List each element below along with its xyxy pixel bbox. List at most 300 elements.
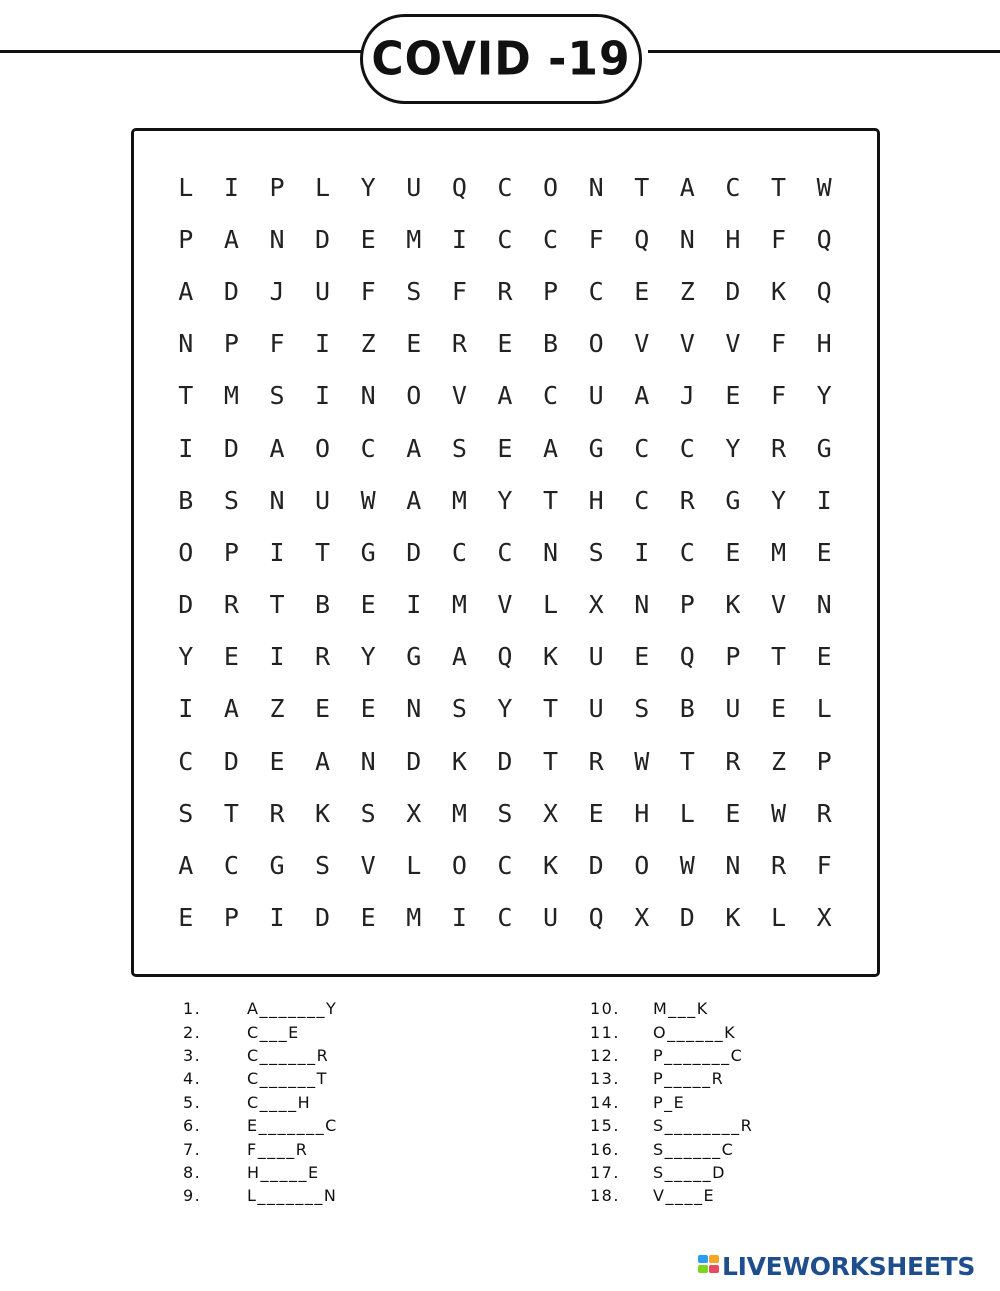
grid-letter[interactable]: T — [223, 798, 239, 828]
grid-letter[interactable]: T — [315, 537, 331, 567]
grid-letter[interactable]: I — [178, 433, 194, 463]
grid-letter[interactable]: K — [451, 746, 467, 776]
grid-letter[interactable]: E — [770, 694, 787, 724]
grid-letter[interactable]: N — [588, 172, 604, 202]
grid-letter[interactable]: K — [725, 903, 741, 933]
grid-letter[interactable]: S — [634, 694, 650, 724]
grid-letter[interactable]: P — [725, 642, 741, 672]
clue-item — [590, 1184, 753, 1207]
grid-letter[interactable]: I — [634, 537, 650, 567]
grid-letter[interactable]: X — [543, 798, 559, 828]
grid-letter[interactable]: Y — [360, 172, 376, 202]
grid-letter[interactable]: E — [725, 537, 741, 567]
grid-letter[interactable]: E — [360, 590, 376, 620]
grid-letter[interactable]: I — [315, 381, 331, 411]
grid-letter[interactable]: F — [451, 276, 467, 306]
grid-letter[interactable]: L — [178, 172, 194, 202]
grid-letter[interactable]: C — [497, 903, 513, 933]
grid-letter[interactable]: E — [725, 381, 741, 411]
grid-letter[interactable]: X — [634, 903, 650, 933]
clue-number: 17. — [590, 1162, 620, 1182]
clue-item — [183, 1114, 338, 1137]
grid-letter[interactable]: Q — [679, 642, 695, 672]
grid-letter[interactable]: R — [269, 798, 285, 828]
grid-letter[interactable]: E — [406, 329, 422, 359]
clue-hint: F____R — [247, 1139, 309, 1159]
grid-letter[interactable]: R — [451, 329, 467, 359]
grid-letter[interactable]: O — [178, 537, 194, 567]
grid-letter[interactable]: A — [679, 172, 695, 202]
clue-hint: C____H — [247, 1092, 312, 1112]
grid-letter[interactable]: E — [360, 224, 376, 254]
grid-letter[interactable]: A — [406, 485, 422, 515]
title-banner — [360, 14, 642, 104]
logo-icon — [698, 1253, 720, 1281]
grid-letter[interactable]: I — [451, 224, 467, 254]
clue-number: 8. — [183, 1162, 202, 1182]
grid-letter[interactable]: Z — [679, 276, 695, 306]
grid-row — [163, 787, 847, 839]
grid-letter[interactable]: V — [725, 329, 741, 359]
grid-letter[interactable]: M — [451, 485, 467, 515]
grid-letter[interactable]: L — [770, 903, 787, 933]
clue-item — [183, 1091, 338, 1114]
grid-letter[interactable]: O — [634, 851, 650, 881]
grid-letter[interactable]: S — [269, 381, 285, 411]
clue-number: 13. — [590, 1069, 620, 1089]
clue-number: 11. — [590, 1022, 620, 1042]
grid-letter[interactable]: G — [360, 537, 376, 567]
grid-letter[interactable]: E — [360, 694, 376, 724]
grid-letter[interactable]: C — [223, 851, 239, 881]
clue-number: 18. — [590, 1186, 620, 1206]
grid-letter[interactable]: I — [451, 903, 467, 933]
grid-letter[interactable]: M — [406, 903, 422, 933]
grid-letter[interactable]: P — [679, 590, 695, 620]
grid-letter[interactable]: K — [543, 851, 559, 881]
grid-row — [163, 422, 847, 474]
grid-letter[interactable]: S — [588, 537, 604, 567]
grid-letter[interactable]: E — [816, 642, 832, 672]
clue-hint: P_____R — [653, 1069, 725, 1089]
grid-letter[interactable]: F — [360, 276, 376, 306]
clue-number: 5. — [183, 1092, 202, 1112]
grid-row — [163, 892, 847, 944]
clue-number: 3. — [183, 1045, 202, 1065]
clue-item — [590, 1137, 753, 1160]
grid-letter[interactable]: K — [770, 276, 787, 306]
title-rule-left — [0, 50, 362, 53]
grid-letter[interactable]: M — [451, 590, 467, 620]
clue-number: 12. — [590, 1045, 620, 1065]
grid-row — [163, 318, 847, 370]
grid-letter[interactable]: J — [679, 381, 695, 411]
grid-letter[interactable]: V — [634, 329, 650, 359]
grid-row — [163, 265, 847, 317]
grid-row — [163, 839, 847, 891]
grid-letter[interactable]: Q — [497, 642, 513, 672]
grid-letter[interactable]: E — [269, 746, 285, 776]
grid-letter[interactable]: N — [543, 537, 559, 567]
grid-letter[interactable]: M — [406, 224, 422, 254]
grid-letter[interactable]: R — [315, 642, 331, 672]
clue-number: 7. — [183, 1139, 202, 1159]
clue-hint: V____E — [653, 1186, 716, 1206]
grid-letter[interactable]: U — [725, 694, 741, 724]
grid-letter[interactable]: W — [770, 798, 787, 828]
grid-letter[interactable]: F — [588, 224, 604, 254]
grid-letter[interactable]: R — [588, 746, 604, 776]
grid-letter[interactable]: L — [816, 694, 832, 724]
grid-letter[interactable]: Y — [725, 433, 741, 463]
grid-letter[interactable]: A — [634, 381, 650, 411]
clue-hint: M___K — [653, 999, 709, 1019]
grid-letter[interactable]: N — [360, 381, 376, 411]
grid-letter[interactable]: D — [223, 433, 239, 463]
grid-letter[interactable]: U — [315, 485, 331, 515]
grid-letter[interactable]: Q — [634, 224, 650, 254]
grid-letter[interactable]: E — [816, 537, 832, 567]
clue-item — [590, 1067, 753, 1090]
clue-hint: H_____E — [247, 1162, 320, 1182]
clue-hint: A_______Y — [247, 999, 338, 1019]
grid-letter[interactable]: D — [223, 746, 239, 776]
grid-letter[interactable]: A — [269, 433, 285, 463]
grid-letter[interactable]: E — [223, 642, 239, 672]
grid-letter[interactable]: S — [360, 798, 376, 828]
grid-letter[interactable]: O — [451, 851, 467, 881]
grid-letter[interactable]: C — [543, 224, 559, 254]
grid-letter[interactable]: F — [770, 224, 787, 254]
grid-letter[interactable]: E — [634, 276, 650, 306]
grid-letter[interactable]: S — [406, 276, 422, 306]
grid-letter[interactable]: A — [178, 276, 194, 306]
grid-letter[interactable]: I — [269, 903, 285, 933]
grid-letter[interactable]: I — [269, 642, 285, 672]
grid-letter[interactable]: N — [178, 329, 194, 359]
grid-letter[interactable]: I — [269, 537, 285, 567]
grid-letter[interactable]: U — [588, 694, 604, 724]
grid-letter[interactable]: A — [223, 694, 239, 724]
clue-item — [590, 1114, 753, 1137]
clue-hint: S_____D — [653, 1162, 726, 1182]
grid-letter[interactable]: C — [497, 851, 513, 881]
clue-hint: O______K — [653, 1022, 737, 1042]
grid-letter[interactable]: B — [543, 329, 559, 359]
grid-letter[interactable]: I — [315, 329, 331, 359]
grid-letter[interactable]: X — [588, 590, 604, 620]
clue-item — [183, 1067, 338, 1090]
grid-letter[interactable]: D — [725, 276, 741, 306]
clue-item — [590, 1161, 753, 1184]
clue-hint: S______C — [653, 1139, 735, 1159]
grid-letter[interactable]: S — [223, 485, 239, 515]
grid-letter[interactable]: G — [269, 851, 285, 881]
clue-number: 2. — [183, 1022, 202, 1042]
grid-letter[interactable]: R — [223, 590, 239, 620]
grid-letter[interactable]: T — [679, 746, 695, 776]
clue-hint: S________R — [653, 1116, 754, 1136]
grid-letter[interactable]: W — [679, 851, 695, 881]
grid-letter[interactable]: H — [725, 224, 741, 254]
grid-letter[interactable]: R — [725, 746, 741, 776]
grid-letter[interactable]: E — [178, 903, 194, 933]
grid-letter[interactable]: Y — [816, 381, 832, 411]
grid-letter[interactable]: V — [497, 590, 513, 620]
clue-item — [590, 1020, 753, 1043]
clue-number: 1. — [183, 999, 202, 1019]
grid-letter[interactable]: D — [315, 903, 331, 933]
grid-letter[interactable]: R — [816, 798, 832, 828]
grid-row — [163, 370, 847, 422]
grid-letter[interactable]: I — [406, 590, 422, 620]
grid-row — [163, 161, 847, 213]
grid-letter[interactable]: G — [725, 485, 741, 515]
grid-letter[interactable]: S — [315, 851, 331, 881]
grid-letter[interactable]: D — [406, 746, 422, 776]
grid-letter[interactable]: E — [588, 798, 604, 828]
grid-letter[interactable]: G — [588, 433, 604, 463]
clue-list-right — [590, 997, 753, 1208]
grid-letter[interactable]: E — [315, 694, 331, 724]
grid-letter[interactable]: D — [497, 746, 513, 776]
grid-letter[interactable]: S — [451, 433, 467, 463]
grid-letter[interactable]: S — [497, 798, 513, 828]
grid-letter[interactable]: W — [360, 485, 376, 515]
clue-item — [590, 1044, 753, 1067]
title-rule-right — [648, 50, 1000, 53]
grid-letter[interactable]: B — [178, 485, 194, 515]
clue-number: 14. — [590, 1092, 620, 1112]
grid-letter[interactable]: L — [543, 590, 559, 620]
clue-item — [590, 997, 753, 1020]
grid-letter[interactable]: C — [178, 746, 194, 776]
grid-letter[interactable]: F — [770, 329, 787, 359]
grid-letter[interactable]: Z — [360, 329, 376, 359]
grid-letter[interactable]: U — [588, 642, 604, 672]
clue-item — [590, 1091, 753, 1114]
clue-item — [183, 1184, 338, 1207]
grid-letter[interactable]: Q — [588, 903, 604, 933]
grid-letter[interactable]: T — [770, 172, 787, 202]
grid-letter[interactable]: U — [406, 172, 422, 202]
grid-letter[interactable]: A — [497, 381, 513, 411]
grid-letter[interactable]: H — [634, 798, 650, 828]
grid-letter[interactable]: D — [315, 224, 331, 254]
grid-letter[interactable]: M — [223, 381, 239, 411]
grid-letter[interactable]: D — [588, 851, 604, 881]
grid-letter[interactable]: F — [816, 851, 832, 881]
grid-letter[interactable]: V — [360, 851, 376, 881]
grid-letter[interactable]: O — [315, 433, 331, 463]
grid-letter[interactable]: N — [269, 224, 285, 254]
grid-letter[interactable]: L — [679, 798, 695, 828]
grid-letter[interactable]: N — [406, 694, 422, 724]
grid-letter[interactable]: X — [816, 903, 832, 933]
grid-letter[interactable]: N — [816, 590, 832, 620]
grid-letter[interactable]: G — [816, 433, 832, 463]
clue-hint: L_______N — [247, 1186, 338, 1206]
grid-row — [163, 683, 847, 735]
grid-row — [163, 579, 847, 631]
grid-letter[interactable]: N — [634, 590, 650, 620]
grid-letter[interactable]: V — [770, 590, 787, 620]
grid-letter[interactable]: K — [543, 642, 559, 672]
grid-letter[interactable]: E — [725, 798, 741, 828]
grid-letter[interactable]: T — [178, 381, 194, 411]
grid-letter[interactable]: P — [223, 537, 239, 567]
grid-letter[interactable]: L — [406, 851, 422, 881]
grid-letter[interactable]: V — [451, 381, 467, 411]
clue-item — [183, 1137, 338, 1160]
clue-hint: P_E — [653, 1092, 686, 1112]
grid-letter[interactable]: N — [360, 746, 376, 776]
grid-letter[interactable]: O — [543, 172, 559, 202]
grid-letter[interactable]: E — [360, 903, 376, 933]
grid-letter[interactable]: C — [543, 381, 559, 411]
grid-letter[interactable]: Q — [816, 276, 832, 306]
clue-item — [183, 1161, 338, 1184]
grid-letter[interactable]: T — [770, 642, 787, 672]
liveworksheets-logo[interactable] — [698, 1252, 975, 1281]
grid-letter[interactable]: N — [269, 485, 285, 515]
grid-letter[interactable]: A — [315, 746, 331, 776]
grid-letter[interactable]: Y — [497, 694, 513, 724]
grid-letter[interactable]: S — [178, 798, 194, 828]
clue-hint: C___E — [247, 1022, 300, 1042]
grid-letter[interactable]: C — [497, 224, 513, 254]
grid-letter[interactable]: P — [223, 903, 239, 933]
grid-letter[interactable]: U — [588, 381, 604, 411]
grid-letter[interactable]: T — [543, 694, 559, 724]
grid-letter[interactable]: U — [543, 903, 559, 933]
grid-letter[interactable]: K — [315, 798, 331, 828]
grid-letter[interactable]: R — [497, 276, 513, 306]
grid-letter[interactable]: T — [634, 172, 650, 202]
grid-letter[interactable]: R — [770, 433, 787, 463]
grid-letter[interactable]: W — [634, 746, 650, 776]
grid-letter[interactable]: P — [223, 329, 239, 359]
grid-letter[interactable]: Z — [269, 694, 285, 724]
grid-letter[interactable]: A — [451, 642, 467, 672]
grid-letter[interactable]: J — [269, 276, 285, 306]
grid-letter[interactable]: W — [816, 172, 832, 202]
clue-hint: C______R — [247, 1045, 330, 1065]
grid-letter[interactable]: F — [269, 329, 285, 359]
clue-number: 15. — [590, 1116, 620, 1136]
clue-item — [183, 997, 338, 1020]
grid-letter[interactable]: T — [543, 746, 559, 776]
grid-letter[interactable]: O — [406, 381, 422, 411]
grid-letter[interactable]: E — [634, 642, 650, 672]
grid-letter[interactable]: T — [543, 485, 559, 515]
grid-letter[interactable]: C — [634, 485, 650, 515]
grid-letter[interactable]: A — [223, 224, 239, 254]
clue-number: 16. — [590, 1139, 620, 1159]
grid-letter[interactable]: P — [543, 276, 559, 306]
grid-row — [163, 526, 847, 578]
grid-letter[interactable]: B — [679, 694, 695, 724]
grid-letter[interactable]: P — [178, 224, 194, 254]
grid-letter[interactable]: C — [679, 433, 695, 463]
clue-hint: E_______C — [247, 1116, 338, 1136]
grid-letter[interactable]: M — [770, 537, 787, 567]
grid-letter[interactable]: D — [178, 590, 194, 620]
grid-letter[interactable]: V — [679, 329, 695, 359]
grid-letter[interactable]: A — [406, 433, 422, 463]
grid-letter[interactable]: G — [406, 642, 422, 672]
logo-text: LIVEWORKSHEETS — [722, 1252, 976, 1281]
grid-letter[interactable]: D — [679, 903, 695, 933]
grid-row — [163, 474, 847, 526]
grid-letter[interactable]: K — [725, 590, 741, 620]
grid-letter[interactable]: Q — [451, 172, 467, 202]
grid-letter[interactable]: Y — [178, 642, 194, 672]
grid-letter[interactable]: C — [451, 537, 467, 567]
clue-number: 9. — [183, 1186, 202, 1206]
grid-letter[interactable]: R — [770, 851, 787, 881]
page-title: COVID -19 — [371, 32, 631, 86]
grid-letter[interactable]: C — [588, 276, 604, 306]
grid-letter[interactable]: X — [406, 798, 422, 828]
grid-letter[interactable]: I — [223, 172, 239, 202]
grid-letter[interactable]: C — [360, 433, 376, 463]
grid-letter[interactable]: Z — [770, 746, 787, 776]
grid-letter[interactable]: N — [725, 851, 741, 881]
grid-letter[interactable]: E — [497, 329, 513, 359]
grid-letter[interactable]: I — [178, 694, 194, 724]
grid-letter[interactable]: E — [497, 433, 513, 463]
grid-letter[interactable]: C — [634, 433, 650, 463]
grid-letter[interactable]: A — [543, 433, 559, 463]
grid-letter[interactable]: Y — [360, 642, 376, 672]
word-search-grid — [163, 161, 847, 944]
grid-letter[interactable]: C — [679, 537, 695, 567]
grid-letter[interactable]: D — [406, 537, 422, 567]
grid-letter[interactable]: Y — [770, 485, 787, 515]
grid-letter[interactable]: B — [315, 590, 331, 620]
grid-letter[interactable]: C — [497, 172, 513, 202]
clue-item — [183, 1020, 338, 1043]
grid-row — [163, 735, 847, 787]
clue-hint: P_______C — [653, 1045, 744, 1065]
grid-letter[interactable]: M — [451, 798, 467, 828]
grid-letter[interactable]: Y — [497, 485, 513, 515]
grid-letter[interactable]: U — [315, 276, 331, 306]
grid-letter[interactable]: C — [497, 537, 513, 567]
grid-letter[interactable]: O — [588, 329, 604, 359]
grid-letter[interactable]: T — [269, 590, 285, 620]
grid-letter[interactable]: H — [816, 329, 832, 359]
clue-number: 6. — [183, 1116, 202, 1136]
grid-letter[interactable]: I — [816, 485, 832, 515]
grid-letter[interactable]: D — [223, 276, 239, 306]
grid-letter[interactable]: A — [178, 851, 194, 881]
grid-letter[interactable]: N — [679, 224, 695, 254]
clue-list-left — [183, 997, 338, 1208]
grid-letter[interactable]: C — [725, 172, 741, 202]
grid-letter[interactable]: H — [588, 485, 604, 515]
grid-letter[interactable]: F — [770, 381, 787, 411]
grid-letter[interactable]: P — [816, 746, 832, 776]
grid-letter[interactable]: R — [679, 485, 695, 515]
grid-letter[interactable]: P — [269, 172, 285, 202]
grid-letter[interactable]: Q — [816, 224, 832, 254]
grid-letter[interactable]: L — [315, 172, 331, 202]
grid-letter[interactable]: S — [451, 694, 467, 724]
grid-row — [163, 213, 847, 265]
clue-item — [183, 1044, 338, 1067]
